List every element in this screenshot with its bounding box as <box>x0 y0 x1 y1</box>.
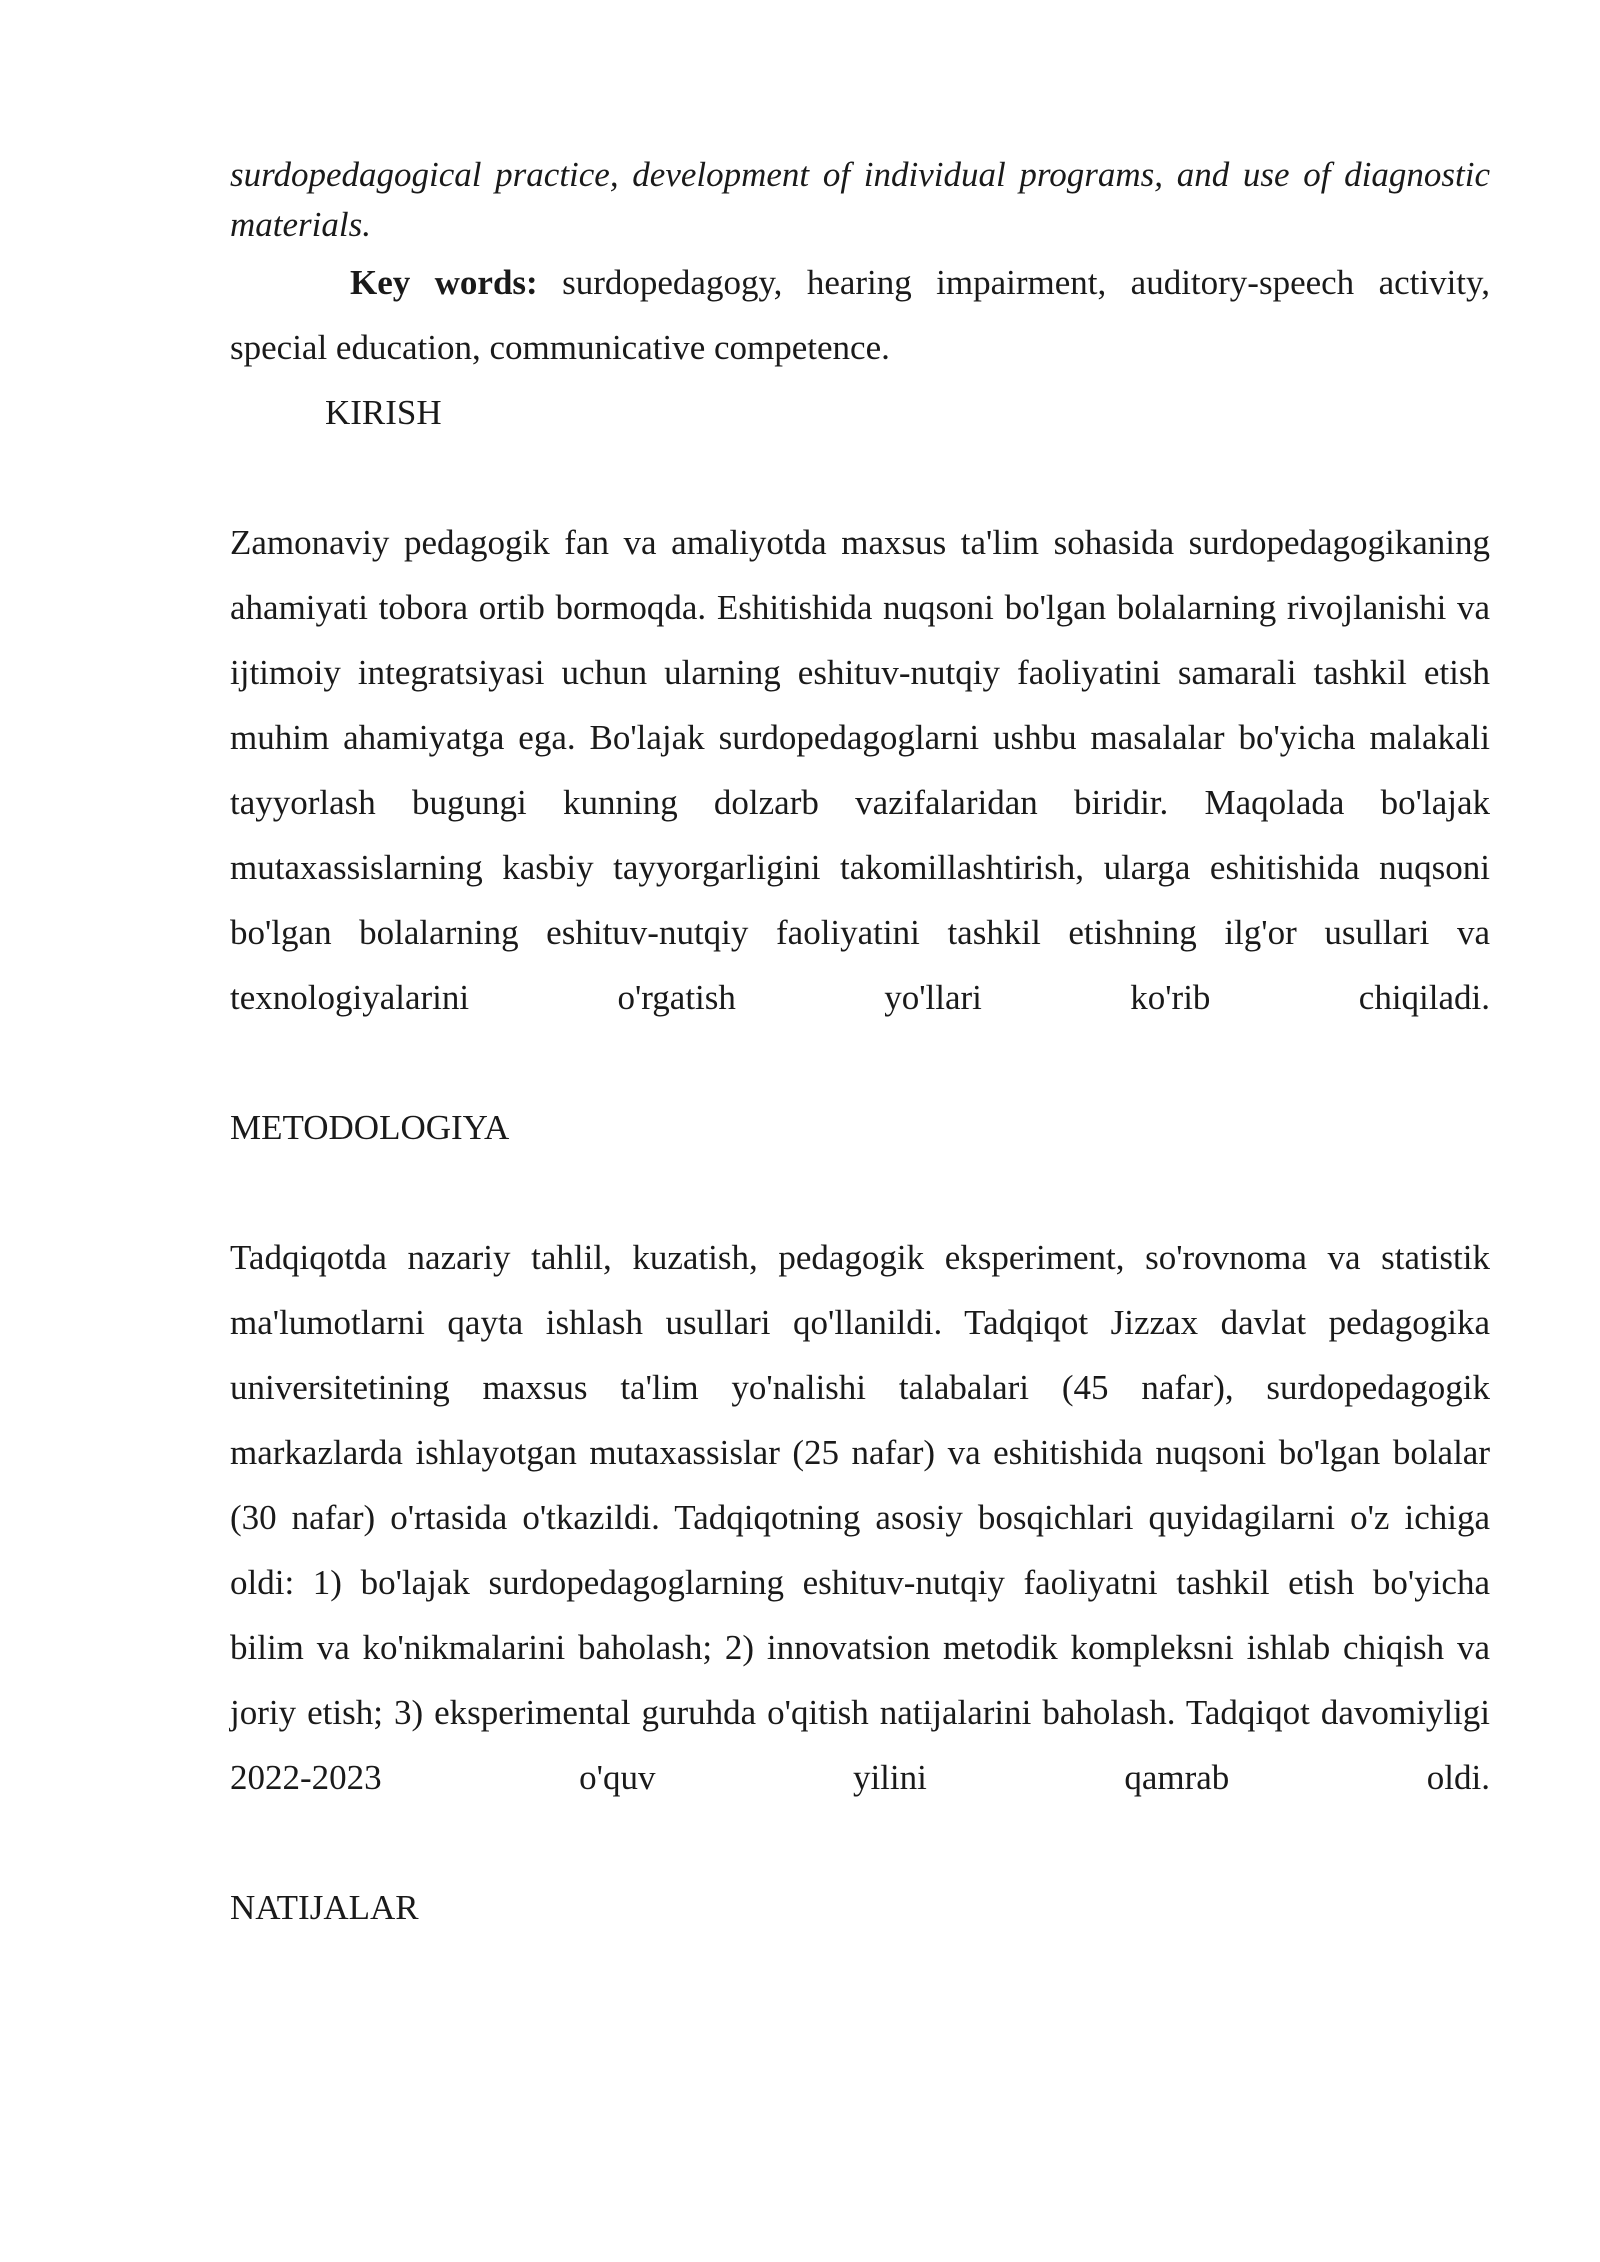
keywords-label: Key words: <box>350 263 538 302</box>
abstract-tail: surdopedagogical practice, development of individual programs, and use of diagnostic materials. <box>230 155 1490 244</box>
keywords-text: surdopedagogy, hearing impairment, auditory-speech activity, special education, communicative competence. <box>230 263 1491 367</box>
heading-metodologiya: METODOLOGIYA <box>230 1108 510 1147</box>
spacer <box>230 1160 1490 1225</box>
spacer <box>230 1030 1490 1095</box>
kirish-body: Zamonaviy pedagogik fan va amaliyotda maxsus ta'lim sohasida surdopedagogikaning ahamiyati tobora ortib bormoqda. Eshitishida nuqsoni bo'lgan bolalarning rivojlanishi va ijtimoiy integratsiyasi uchun ularning eshituv-nutqiy faoliyatini samarali tashkil etish muhim ahamiyatga ega. Bo'lajak surdopedagoglarni ushbu masalalar bo'yicha malakali tayyorlash bugungi kunning dolzarb vazifalaridan biridir. Maqolada bo'lajak mutaxassislarning kasbiy tayyorgarligini takomillashtirish, ularga eshitishida nuqsoni bo'lgan bolalarning eshituv-nutqiy faoliyatini tashkil etishning ilg'or usullari va texnologiyalarini o'rgatish yo'llari ko'rib chiqiladi. <box>230 523 1490 1017</box>
keywords-paragraph <box>230 250 1490 380</box>
document-page <box>230 150 1490 1940</box>
heading-natijalar: NATIJALAR <box>230 1888 419 1927</box>
spacer <box>230 445 1490 510</box>
metodologiya-body: Tadqiqotda nazariy tahlil, kuzatish, pedagogik eksperiment, so'rovnoma va statistik ma'lumotlarni qayta ishlash usullari qo'llanildi. Tadqiqot Jizzax davlat pedagogika universitetining maxsus ta'lim yo'nalishi talabalari (45 nafar), surdopedagogik markazlarda ishlayotgan mutaxassislar (25 nafar) va eshitishida nuqsoni bo'lgan bolalar (30 nafar) o'rtasida o'tkazildi. Tadqiqotning asosiy bosqichlari quyidagilarni o'z ichiga oldi: 1) bo'lajak surdopedagoglarning eshituv-nutqiy faoliyatni tashkil etish bo'yicha bilim va ko'nikmalarini baholash; 2) innovatsion metodik kompleksni ishlab chiqish va joriy etish; 3) eksperimental guruhda o'qitish natijalarini baholash. Tadqiqot davomiyligi 2022-2023 o'quv yilini qamrab oldi. <box>230 1238 1490 1797</box>
spacer <box>230 1810 1490 1875</box>
heading-kirish: KIRISH <box>325 393 442 432</box>
